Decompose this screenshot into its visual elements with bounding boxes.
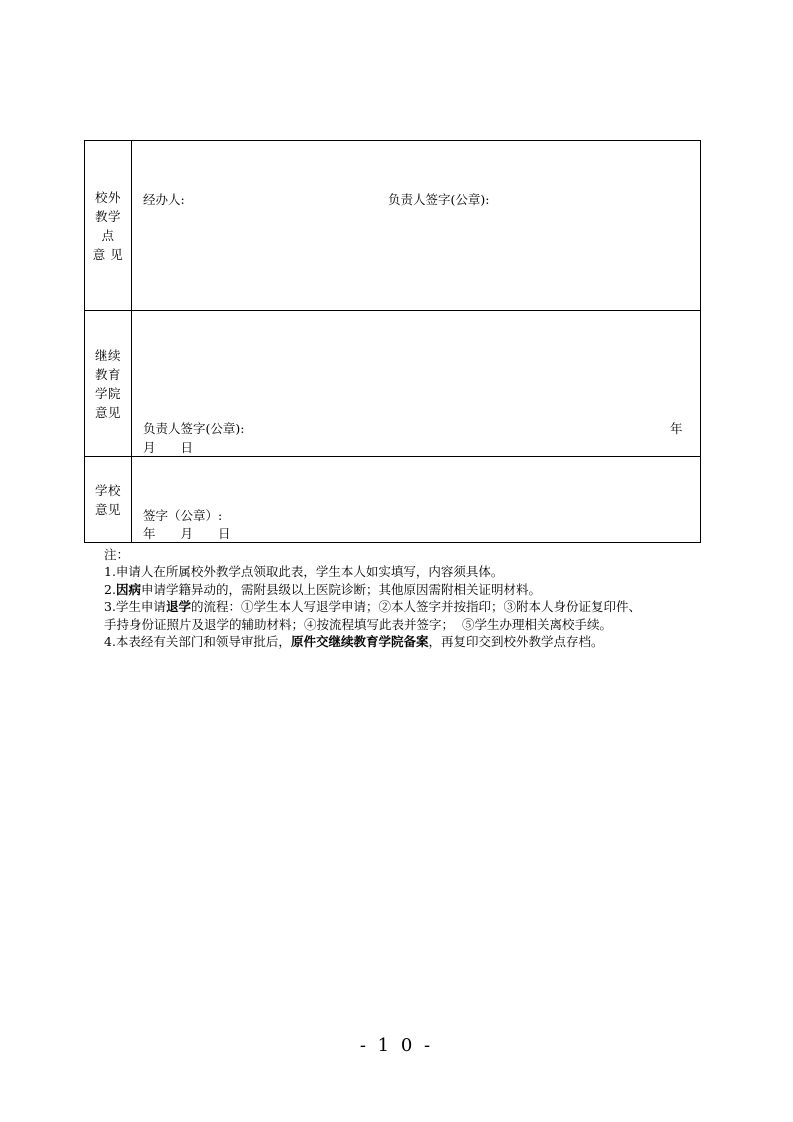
notes-title: 注： <box>104 547 130 562</box>
continuing-education-signature-label: 负责人签字(公章): <box>143 421 245 436</box>
label-cell-school <box>85 457 132 543</box>
row-school-opinion <box>85 457 700 543</box>
page-number: - 1 0 - <box>359 1035 434 1056</box>
teaching-site-signature-label: 负责人签字(公章): <box>388 192 490 207</box>
note-3: 3.学生申请退学的流程：①学生本人写退学申请；②本人签字并按指印；③附本人身份证复印件、 <box>104 599 641 614</box>
note-2: 2.因病申请学籍异动的，需附县级以上医院诊断；其他原因需附相关证明材料。 <box>104 582 541 597</box>
continuing-education-month-day-label: 月 日 <box>143 440 194 455</box>
row-continuing-education-opinion <box>85 311 700 457</box>
handler-label: 经办人: <box>143 192 185 207</box>
label-cell-continuing-education <box>85 311 132 456</box>
school-date-label: 年 月 日 <box>143 526 231 541</box>
label-cell-teaching-site <box>85 141 132 310</box>
label-school-opinion: 学校 意见 <box>94 483 121 517</box>
school-signature-label: 签字（公章）: <box>143 508 223 523</box>
label-continuing-education-opinion: 继续 教育 学院 意见 <box>94 347 121 420</box>
row-teaching-site-opinion <box>85 141 700 311</box>
note-4: 4.本表经有关部门和领导审批后，原件交继续教育学院备案，再复印交到校外教学点存档。 <box>104 634 604 649</box>
continuing-education-year-label: 年 <box>670 421 683 436</box>
approval-form-table <box>84 140 701 543</box>
note-1: 1.申请人在所属校外教学点领取此表，学生本人如实填写，内容须具体。 <box>104 564 504 579</box>
label-teaching-site-opinion: 校外 教学 点 意 见 <box>92 189 124 262</box>
note-3-line-2: 手持身份证照片及退学的辅助材料；④按流程填写此表并签字； ⑤学生办理相关离校手续。 <box>104 617 612 632</box>
